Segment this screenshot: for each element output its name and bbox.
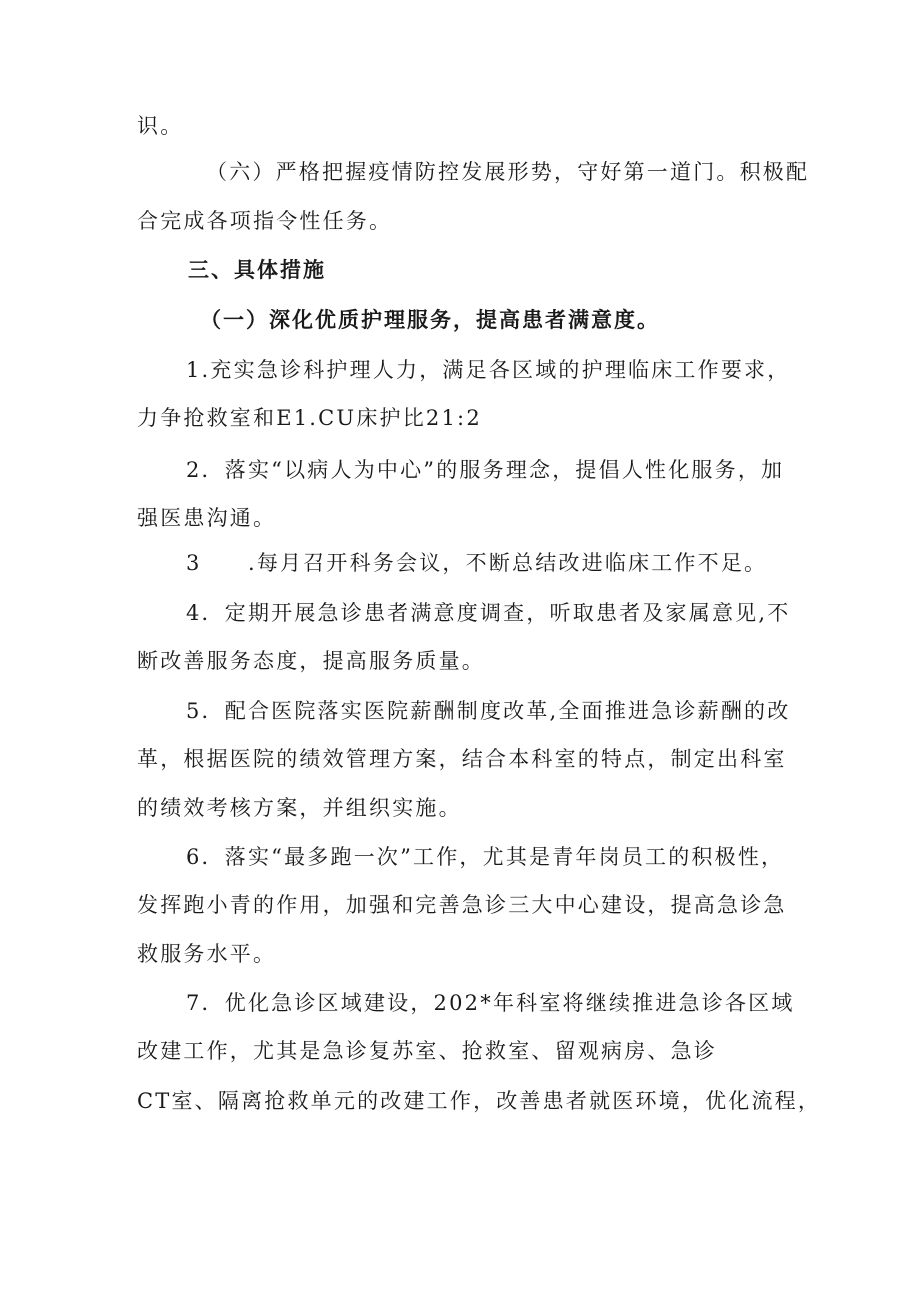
text-line: 6．落实“最多跑一次”工作，尤其是青年岗员工的积极性， (186, 845, 785, 869)
text-line: CT室、隔离抢救单元的改建工作，改善患者就医环境，优化流程， (137, 1089, 822, 1113)
subsection-heading: （一）深化优质护理服务，提高患者满意度。 (200, 308, 660, 332)
text-line: 识。 (137, 114, 184, 138)
text-line: 2．落实“以病人为中心”的服务理念，提倡人性化服务，加 (186, 458, 785, 482)
text-line: 3 .每月召开科务会议，不断总结改进临床工作不足。 (186, 551, 768, 575)
text-line: 1.充实急诊科护理人力，满足各区域的护理临床工作要求， (186, 358, 791, 382)
text-line: 断改善服务态度，提高服务质量。 (137, 649, 485, 673)
text-line: 强医患沟通。 (137, 506, 277, 530)
text-line: 革，根据医院的绩效管理方案，结合本科室的特点，制定出科室 (137, 747, 787, 771)
text-line: 合完成各项指令性任务。 (137, 209, 393, 233)
text-line: （六）严格把握疫情防控发展形势，守好第一道门。积极配 (206, 160, 810, 184)
text-line: 救服务水平。 (137, 942, 277, 966)
text-line: 发挥跑小青的作用，加强和完善急诊三大中心建设，提高急诊急 (137, 893, 787, 917)
text-line: 5．配合医院落实医院薪酬制度改革,全面推进急诊薪酬的改 (186, 699, 791, 723)
text-line: 改建工作，尤其是急诊复苏室、抢救室、留观病房、急诊 (137, 1039, 717, 1063)
text-line: 7．优化急诊区域建设，202*年科室将继续推进急诊各区域 (186, 991, 795, 1015)
text-line: 4．定期开展急诊患者满意度调查，听取患者及家属意见,不 (186, 601, 791, 625)
text-line: 力争抢救室和E1.CU床护比21:2 (137, 406, 482, 430)
text-line: 的绩效考核方案，并组织实施。 (137, 796, 462, 820)
section-heading: 三、具体措施 (188, 258, 326, 282)
